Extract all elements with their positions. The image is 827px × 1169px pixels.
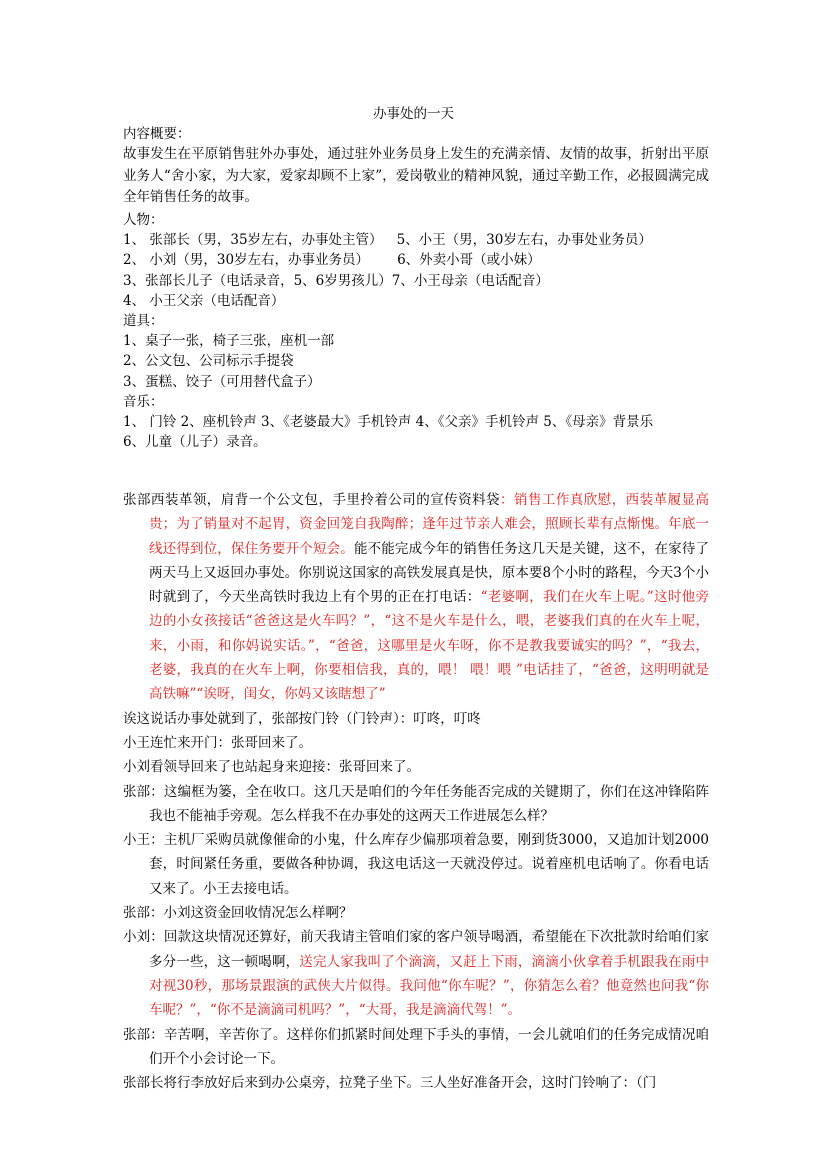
header-section: [123, 124, 709, 144]
music-heading: 音乐：: [123, 393, 164, 410]
character-item: 1、 张部长（男，35岁左右，办事处主管）: [123, 232, 383, 249]
characters-heading: 人物：: [123, 212, 164, 228]
outline-text: 故事发生在平原销售驻外办事处，通过驻外业务员身上发生的充满亲情、友情的故事，折射出平原业务人“舍小家，为大家，爱家却顾不上家”，爱岗敬业的精神风貌，通过辛勤工作，必报圆满完成全年销售任务的故事。: [123, 146, 709, 205]
document-title: 办事处的一天: [373, 106, 454, 122]
character-row: [123, 250, 709, 270]
music-item: 1、 门铃 2、座机铃声 3、《老婆最大》手机铃声 4、《父亲》手机铃声 5、《母亲》背景乐: [123, 413, 654, 430]
outline-heading: 内容概要：: [123, 126, 191, 142]
script-paragraph: [123, 488, 709, 707]
rhyme-red: ：销售工作真欣慰，西装革履显高贵；为了销量对不起胃，资金回笼自我陶醉；逢年过节亲人难会，照顾长辈有点惭愧。年底一线还得到位，保住务要开个短会。: [149, 492, 710, 557]
script-paragraph: 小王：主机厂采购员就像催命的小鬼，什么库存少偏那项着急要，刚到货3000，又追加计划2000套，时间紧任务重，要做各种协调，我这电话这一天就没停过。说着座机电话响了。你看电话又来了。小王去接电话。: [123, 832, 709, 897]
narration: 张部西装革领，肩背一个公文包，手里拎着公司的宣传资料袋: [123, 492, 501, 508]
character-row: [123, 271, 709, 291]
music-item: 6、儿童（儿子）录音。: [123, 434, 267, 451]
character-row: [123, 230, 709, 250]
script-paragraph: 张部长将行李放好后来到办公桌旁，拉凳子坐下。三人坐好准备开会，这时门铃响了：（门: [123, 1075, 657, 1092]
props-heading: 道具：: [123, 312, 164, 329]
character-row: [123, 291, 709, 311]
script-paragraph: 小王连忙来开门：张哥回来了。: [123, 734, 312, 751]
narration: 小刘：回款这块情况还算好，前天我请主管咱们家的客户领导喝酒，希望能在下次批款时给咱们家多分一些，这一顿喝啊，: [123, 929, 709, 970]
character-item: 7、小王母亲（电话配音）: [391, 272, 549, 289]
characters-section: [123, 210, 709, 452]
script-paragraph: 张部：小刘这资金回收情况怎么样啊？: [123, 905, 353, 922]
character-item: 5、小王（男，30岁左右，办事处业务员）: [396, 232, 652, 249]
script-paragraph: 张部：这编框为篓，全在收口。这几天是咱们的今年任务能否完成的关键期了，你们在这冲锋陷阵我也不能袖手旁观。怎么样我不在办事处的这两天工作进展怎么样？: [123, 783, 709, 824]
prop-item: 1、桌子一张，椅子三张，座机一部: [123, 333, 335, 350]
narration: 能不能完成今年的销售任务这几天是关键，这不，在家待了两天马上又返回办事处。你别说这国家的高铁发展真是快，原本要8个小时的路程，今天3个小时就到了，今天坐高铁时我边上有个男的正在打电话：: [149, 540, 709, 606]
character-item: 2、 小刘（男，30岁左右，办事业务员）: [123, 252, 370, 269]
character-item: 4、 小王父亲（电话配音）: [123, 292, 285, 309]
prop-item: 2、公文包、公司标示手提袋: [123, 353, 294, 370]
dialogue-red: 送完人家我叫了个滴滴，又赶上下雨，滴滴小伙拿着手机跟我在雨中对视30秒，那场景跟演的武侠大片似得。我问他“你车呢？”，你猜怎么着？他竟然也问我“你车呢？”，“你不是滴滴司机吗？”，“大哥，我是滴滴代驾！”。: [149, 953, 710, 1019]
script-body: [123, 488, 709, 1095]
script-paragraph: [123, 925, 709, 1022]
character-item: 3、张部长儿子（电话录音，5、6岁男孩儿）: [123, 272, 392, 289]
dialogue-red: “老婆啊，我们在火车上呢。”这时他旁边的小女孩接话“爸爸这是火车吗？”，“这不是火车是什么，喂，老婆我们真的在火车上呢，来，小雨，和你妈说实话。”，“爸爸，这哪里是火车呀，你不是教我要诚实的吗？”，“我去，老婆，我真的在火车上啊，你要相信我，真的，喂！ 喂！喂 ”电话挂了，“爸爸，这明明就是高铁嘛”“诶呀，闺女，你妈又该瞎想了”: [149, 589, 709, 703]
prop-item: 3、蛋糕、饺子（可用替代盒子）: [123, 373, 321, 390]
character-item: 6、外卖小哥（或小妹）: [397, 252, 541, 269]
script-paragraph: 诶这说话办事处就到了，张部按门铃（门铃声）：叮咚，叮咚: [123, 710, 481, 727]
script-paragraph: 张部：辛苦啊，辛苦你了。这样你们抓紧时间处理下手头的事情，一会儿就咱们的任务完成情况咱们开个小会讨论一下。: [123, 1026, 709, 1067]
script-paragraph: 小刘看领导回来了也站起身来迎接：张哥回来了。: [123, 759, 420, 776]
